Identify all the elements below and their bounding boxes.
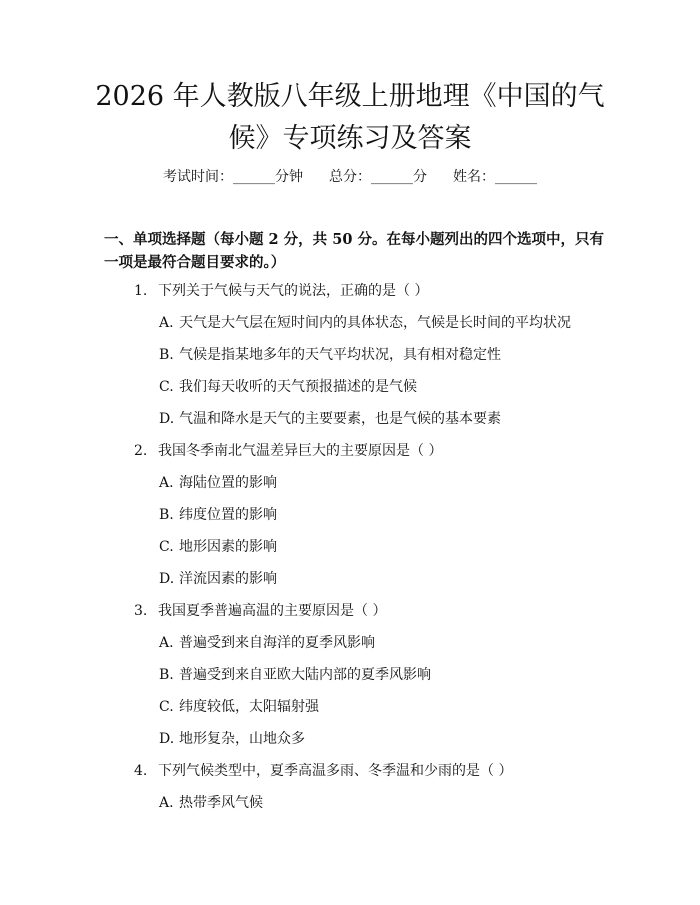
question-3-option-c: [159, 697, 319, 717]
title-line-2: 候》专项练习及答案: [228, 123, 472, 154]
question-text: 我国冬季南北气温差异巨大的主要原因是（ ）: [158, 443, 443, 459]
question-2-option-d: [159, 569, 277, 589]
title-line-1: 2026 年人教版八年级上册地理《中国的气: [95, 81, 605, 112]
option-letter: D.: [159, 411, 175, 427]
document-title: [0, 76, 700, 160]
option-letter: B.: [159, 347, 174, 363]
question-1: [134, 281, 428, 301]
student-name-label: 姓名：______: [453, 169, 537, 185]
question-text: 下列气候类型中，夏季高温多雨、冬季温和少雨的是（ ）: [158, 763, 513, 779]
question-1-option-b: [159, 345, 501, 365]
question-number: 2.: [134, 443, 148, 459]
option-text: 洋流因素的影响: [179, 571, 277, 587]
question-1-option-d: [159, 409, 501, 429]
question-2-option-a: [159, 473, 277, 493]
option-letter: C.: [159, 699, 174, 715]
option-letter: D.: [159, 571, 175, 587]
option-letter: C.: [159, 539, 174, 555]
option-text: 地形复杂，山地众多: [179, 731, 305, 747]
question-1-option-c: [159, 377, 417, 397]
option-letter: A.: [159, 635, 174, 651]
option-text: 气候是指某地多年的天气平均状况，具有相对稳定性: [179, 347, 501, 363]
question-3-option-b: [159, 665, 431, 685]
question-2: [134, 441, 442, 461]
option-letter: A.: [159, 795, 174, 811]
question-number: 4.: [134, 763, 148, 779]
option-letter: C.: [159, 379, 174, 395]
question-4: [134, 761, 512, 781]
option-letter: B.: [159, 667, 174, 683]
option-text: 海陆位置的影响: [179, 475, 277, 491]
option-letter: A.: [159, 475, 174, 491]
option-text: 普遍受到来自亚欧大陆内部的夏季风影响: [179, 667, 431, 683]
section-heading: 一、单项选择题（每小题 2 分，共 50 分。在每小题列出的四个选项中，只有一项是最符合题目要求的。）: [104, 231, 604, 271]
question-3-option-d: [159, 729, 305, 749]
option-text: 普遍受到来自海洋的夏季风影响: [179, 635, 375, 651]
exam-info: [0, 166, 700, 188]
option-text: 热带季风气候: [179, 795, 263, 811]
option-text: 地形因素的影响: [179, 539, 277, 555]
question-3: [134, 601, 386, 621]
question-1-option-a: [159, 313, 571, 333]
question-number: 1.: [134, 283, 148, 299]
question-number: 3.: [134, 603, 148, 619]
option-text: 我们每天收听的天气预报描述的是气候: [179, 379, 417, 395]
option-text: 天气是大气层在短时间内的具体状态，气候是长时间的平均状况: [179, 315, 571, 331]
option-letter: B.: [159, 507, 174, 523]
question-text: 下列关于气候与天气的说法，正确的是（ ）: [158, 283, 429, 299]
question-text: 我国夏季普遍高温的主要原因是（ ）: [158, 603, 387, 619]
question-2-option-c: [159, 537, 277, 557]
option-letter: A.: [159, 315, 174, 331]
question-3-option-a: [159, 633, 375, 653]
question-2-option-b: [159, 505, 277, 525]
option-text: 纬度较低，太阳辐射强: [179, 699, 319, 715]
option-letter: D.: [159, 731, 175, 747]
exam-time-label: 考试时间：______分钟: [163, 169, 303, 185]
option-text: 气温和降水是天气的主要要素，也是气候的基本要素: [179, 411, 501, 427]
question-4-option-a: [159, 793, 263, 813]
option-text: 纬度位置的影响: [179, 507, 277, 523]
total-score-label: 总分：______分: [329, 169, 427, 185]
